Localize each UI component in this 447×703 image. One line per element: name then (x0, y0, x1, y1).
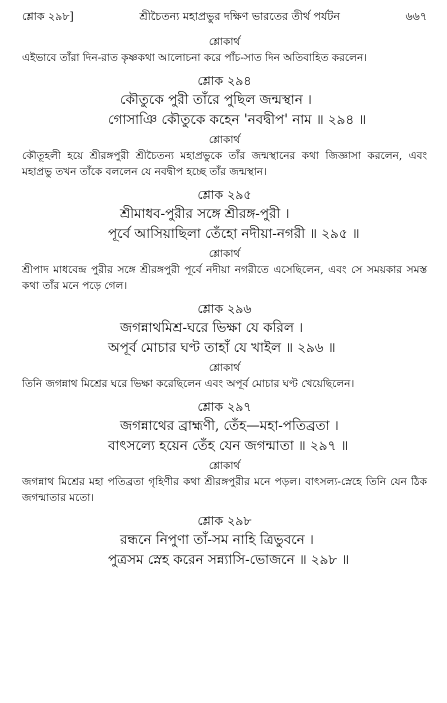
translation-heading: শ্লোকার্থ (208, 134, 241, 146)
section-294 (22, 72, 427, 180)
verse-heading: শ্লোক ২৯৬ (197, 301, 252, 316)
verse-line-2: গোসাঞি কৌতুকে কহেন 'নবদ্বীপ' নাম ॥ ২৯৪ ॥ (108, 112, 367, 128)
translation-heading: শ্লোকার্থ (208, 460, 241, 472)
section-293 (22, 35, 427, 66)
verse-line-1: জগন্নাথের ব্রাহ্মণী, তেঁহ—মহা-পতিব্রতা । (120, 418, 339, 434)
translation-heading: শ্লোকার্থ (208, 362, 241, 374)
page-number: ৬৬৭ (405, 10, 427, 23)
section-295 (22, 186, 427, 294)
translation-heading: শ্লোকার্থ (208, 248, 241, 260)
header-title: শ্রীচৈতন্য মহাপ্রভুর দক্ষিণ ভারতের তীর্থ পর্যটন (139, 10, 340, 23)
translation-text: তিনি জগন্নাথ মিশ্রের ঘরে ভিক্ষা করেছিলেন এবং অপূর্ব মোচার ঘণ্ট খেয়েছিলেন। (22, 378, 355, 390)
verse-heading: শ্লোক ২৯৮ (197, 513, 252, 528)
translation-heading: শ্লোকার্থ (208, 36, 241, 48)
verse-line-2: বাৎসল্যে হয়েন তেঁহ যেন জগন্মাতা ॥ ২৯৭ ॥ (108, 438, 349, 454)
section-298 (22, 512, 427, 570)
verse-line-1: শ্রীমাধব-পুরীর সঙ্গে শ্রীরঙ্গ-পুরী । (120, 206, 290, 222)
verse-line-2: পূর্বে আসিয়াছিলা তেঁহো নদীয়া-নগরী ॥ ২৯৫ ॥ (108, 226, 360, 242)
verse-line-2: অপূর্ব মোচার ঘণ্ট তাহাঁ যে খাইল ॥ ২৯৬ ॥ (108, 340, 336, 356)
verse-heading: শ্লোক ২৯৭ (197, 399, 252, 414)
translation-text: এইভাবে তাঁরা দিন-রাত কৃষ্ণকথা আলোচনা করে পাঁচ-সাত দিন অতিবাহিত করলেন। (22, 52, 367, 64)
section-297 (22, 398, 427, 506)
translation-text: শ্রীপাদ মাধবেন্দ্র পুরীর সঙ্গে শ্রীরঙ্গপুরী পূর্বে নদীয়া নগরীতে এসেছিলেন, এবং সে সময়কার সমস্ত কথা তাঁর মনে পড়ে গেল। (22, 264, 427, 292)
verse-line-1: রন্ধনে নিপুণা তাঁ-সম নাহি ত্রিভুবনে । (120, 532, 314, 548)
verse-line-1: জগন্নাথমিশ্র-ঘরে ভিক্ষা যে করিল । (120, 320, 304, 336)
translation-text: কৌতূহলী হয়ে শ্রীরঙ্গপুরী শ্রীচৈতন্য মহাপ্রভুকে তাঁর জন্মস্থানের কথা জিজ্ঞাসা করলেন, এবং মহাপ্রভু তখন তাঁকে বললেন যে নবদ্বীপ হচ্ছে তাঁর জন্মস্থান। (22, 150, 427, 178)
verse-heading: শ্লোক ২৯৫ (197, 187, 252, 202)
translation-text: জগন্নাথ মিশ্রের মহা পতিব্রতা গৃহিণীর কথা শ্রীরঙ্গপুরীর মনে পড়ল। বাৎসল্য-স্নেহে তিনি যেন ঠিক জগন্মাতার মতো। (22, 476, 427, 504)
verse-line-2: পুত্রসম স্নেহ করেন সন্ন্যাসি-ভোজনে ॥ ২৯৮ ॥ (108, 552, 350, 568)
header-verse-ref: শ্লোক ২৯৮] (22, 10, 74, 23)
running-header (22, 8, 427, 32)
verse-heading: শ্লোক ২৯৪ (197, 73, 252, 88)
verse-line-1: কৌতুকে পুরী তাঁরে পুছিল জন্মস্থান । (120, 92, 312, 108)
section-296 (22, 300, 427, 392)
